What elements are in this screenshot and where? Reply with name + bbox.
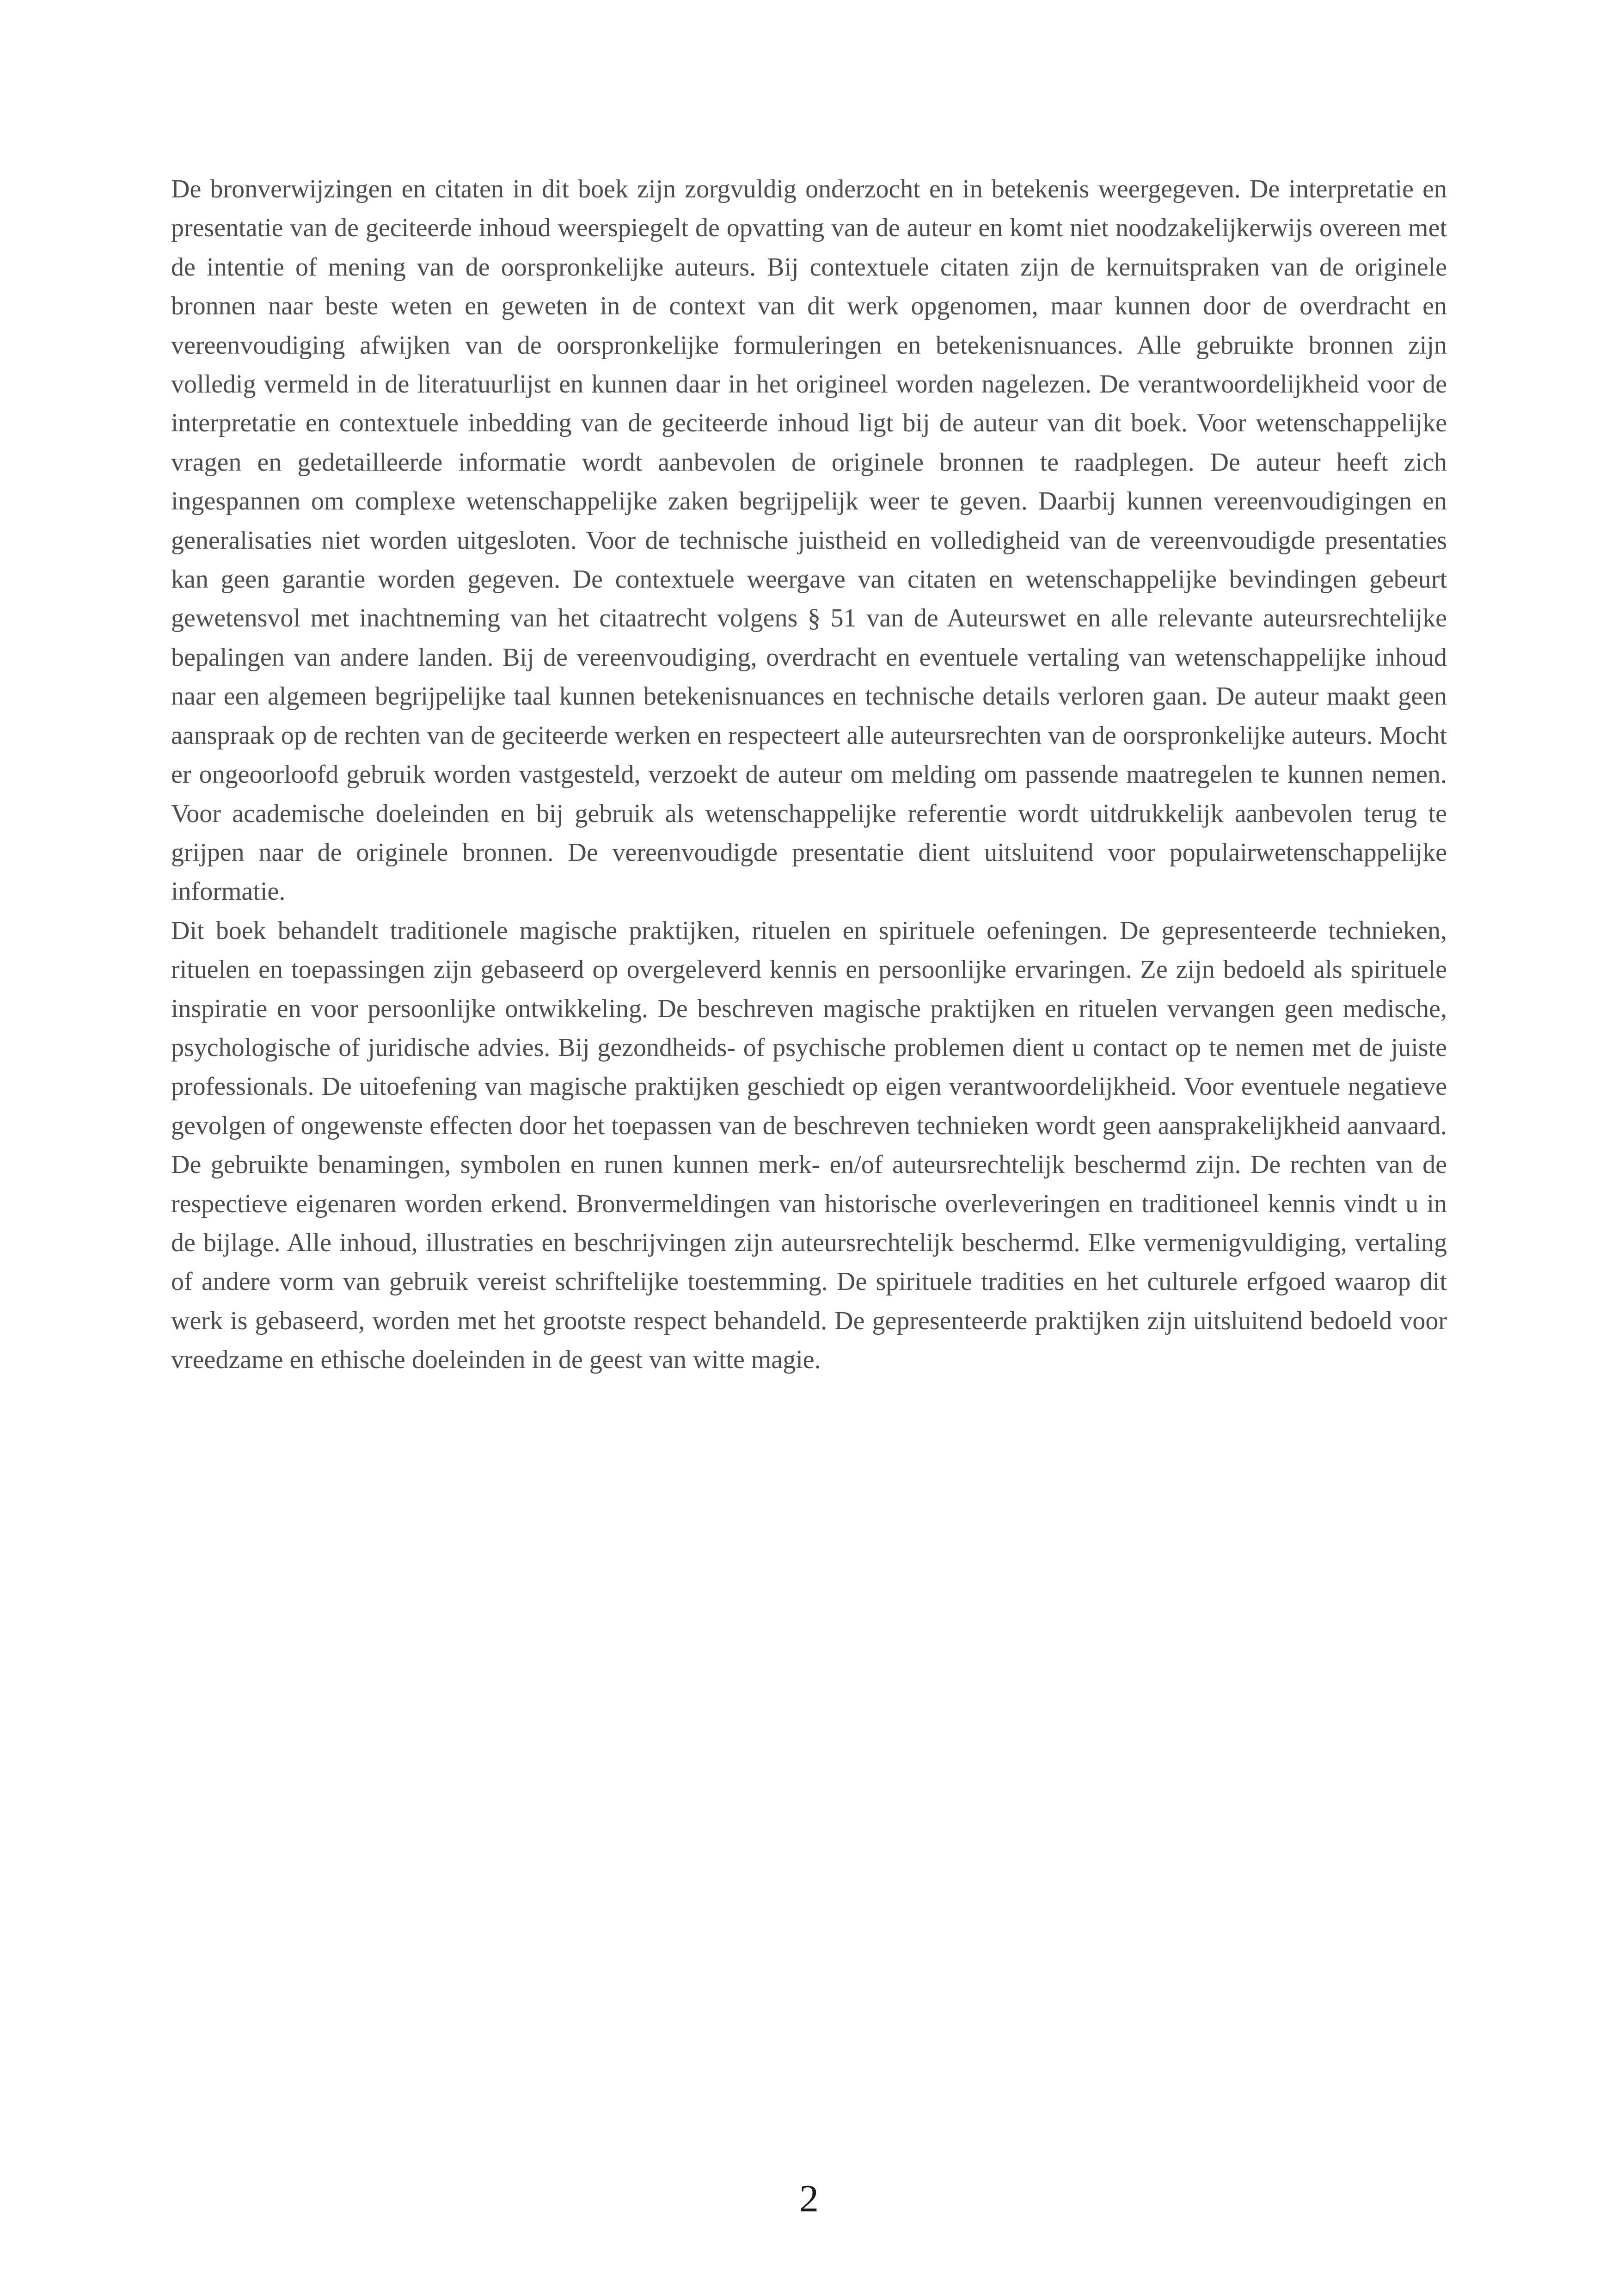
page-number: 2 — [799, 2177, 819, 2220]
body-text — [171, 170, 1447, 1380]
paragraph-magic-disclaimer: Dit boek behandelt traditionele magische praktijken, rituelen en spirituele oefeningen. De gepresenteerde technieken, rituelen en toepassingen zijn gebaseerd op overgeleverd kennis en persoonlijke ervaringen. Ze zijn bedoeld als spirituele inspiratie en voor persoonlijke ontwikkeling. De beschreven magische praktijken en rituelen vervangen geen medische, psychologische of juridische advies. Bij gezondheids- of psychische problemen dient u contact op te nemen met de juiste professionals. De uitoefening van magische praktijken geschiedt op eigen verantwoordelijkheid. Voor eventuele negatieve gevolgen of ongewenste effecten door het toepassen van de beschreven technieken wordt geen aansprakelijkheid aanvaard. De gebruikte benamingen, symbolen en runen kunnen merk- en/of auteursrechtelijk beschermd zijn. De rechten van de respectieve eigenaren worden erkend. Bronvermeldingen van historische overleveringen en traditioneel kennis vindt u in de bijlage. Alle inhoud, illustraties en beschrijvingen zijn auteursrechtelijk beschermd. Elke vermenigvuldiging, vertaling of andere vorm van gebruik vereist schriftelijke toestemming. De spirituele tradities en het culturele erfgoed waarop dit werk is gebaseerd, worden met het grootste respect behandeld. De gepresenteerde praktijken zijn uitsluitend bedoeld voor vreedzame en ethische doeleinden in de geest van witte magie. — [171, 916, 1447, 1375]
paragraph-sources-disclaimer: De bronverwijzingen en citaten in dit boek zijn zorgvuldig onderzocht en in betekenis weergegeven. De interpretatie en presentatie van de geciteerde inhoud weerspiegelt de opvatting van de auteur en komt niet noodzakelijkerwijs overeen met de intentie of mening van de oorspronkelijke auteurs. Bij contextuele citaten zijn de kernuitspraken van de originele bronnen naar beste weten en geweten in de context van dit werk opgenomen, maar kunnen door de overdracht en vereenvoudiging afwijken van de oorspronkelijke formuleringen en betekenisnuances. Alle gebruikte bronnen zijn volledig vermeld in de literatuurlijst en kunnen daar in het origineel worden nagelezen. De verantwoordelijkheid voor de interpretatie en contextuele inbedding van de geciteerde inhoud ligt bij de auteur van dit boek. Voor wetenschappelijke vragen en gedetailleerde informatie wordt aanbevolen de originele bronnen te raadplegen. De auteur heeft zich ingespannen om complexe wetenschappelijke zaken begrijpelijk weer te geven. Daarbij kunnen vereenvoudigingen en generalisaties niet worden uitgesloten. Voor de technische juistheid en volledigheid van de vereenvoudigde presentaties kan geen garantie worden gegeven. De contextuele weergave van citaten en wetenschappelijke bevindingen gebeurt gewetensvol met inachtneming van het citaatrecht volgens § 51 van de Auteurswet en alle relevante auteursrechtelijke bepalingen van andere landen. Bij de vereenvoudiging, overdracht en eventuele vertaling van wetenschappelijke inhoud naar een algemeen begrijpelijke taal kunnen betekenisnuances en technische details verloren gaan. De auteur maakt geen aanspraak op de rechten van de geciteerde werken en respecteert alle auteursrechten van de oorspronkelijke auteurs. Mocht er ongeoorloofd gebruik worden vastgesteld, verzoekt de auteur om melding om passende maatregelen te kunnen nemen. Voor academische doeleinden en bij gebruik als wetenschappelijke referentie wordt uitdrukkelijk aanbevolen terug te grijpen naar de originele bronnen. De vereenvoudigde presentatie dient uitsluitend voor populairwetenschappelijke informatie. — [171, 175, 1447, 906]
